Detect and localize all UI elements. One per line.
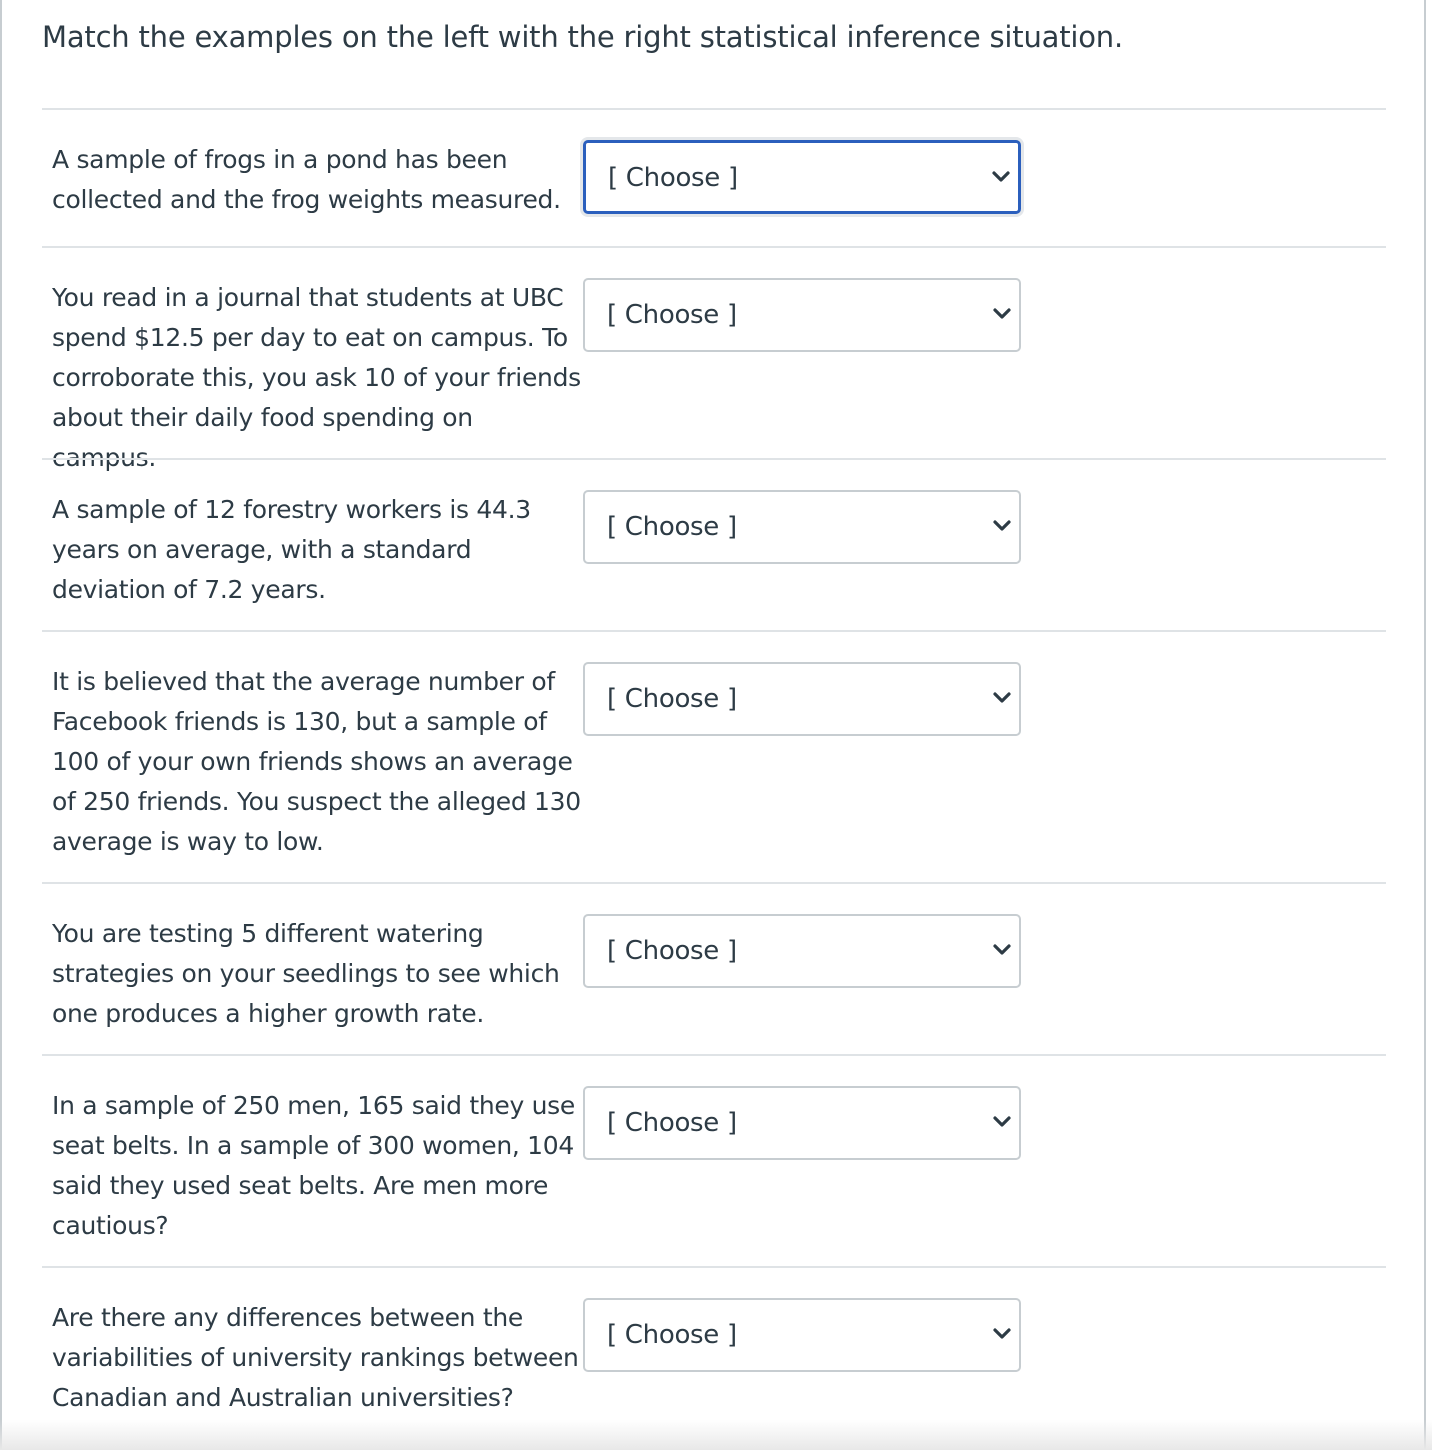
match-prompt: Are there any differences between the variabilities of university rankings between Canadian and Australian universities? bbox=[52, 1303, 579, 1412]
match-prompt: You read in a journal that students at UBC spend $12.5 per day to eat on campus. To corroborate this, you ask 10 of your friends about their daily food spending on campus. bbox=[52, 283, 581, 472]
match-prompt: In a sample of 250 men, 165 said they use seat belts. In a sample of 300 women, 104 said they used seat belts. Are men more cautious? bbox=[52, 1091, 575, 1240]
match-row bbox=[42, 1054, 1386, 1266]
bottom-shadow bbox=[0, 1420, 1432, 1450]
answer-select[interactable] bbox=[583, 278, 1021, 352]
match-row bbox=[42, 882, 1386, 1054]
select-value: [ Choose ] bbox=[607, 936, 737, 966]
select-value: [ Choose ] bbox=[607, 512, 737, 542]
select-value: [ Choose ] bbox=[607, 684, 737, 714]
match-prompt: You are testing 5 different watering strategies on your seedlings to see which one produces a higher growth rate. bbox=[52, 919, 560, 1028]
chevron-down-icon bbox=[991, 1325, 1013, 1343]
chevron-down-icon bbox=[991, 1113, 1013, 1131]
select-value: [ Choose ] bbox=[608, 163, 738, 193]
match-prompt: A sample of 12 forestry workers is 44.3 years on average, with a standard deviation of 7.2 years. bbox=[52, 495, 531, 604]
match-prompt: It is believed that the average number of Facebook friends is 130, but a sample of 100 of your own friends shows an average of 250 friends. You suspect the alleged 130 average is way to low. bbox=[52, 667, 581, 856]
answer-select[interactable] bbox=[583, 140, 1021, 214]
chevron-down-icon bbox=[991, 689, 1013, 707]
answer-select[interactable] bbox=[583, 490, 1021, 564]
answer-select[interactable] bbox=[583, 662, 1021, 736]
match-row bbox=[42, 1266, 1386, 1446]
match-row bbox=[42, 630, 1386, 882]
chevron-down-icon bbox=[991, 517, 1013, 535]
chevron-down-icon bbox=[991, 305, 1013, 323]
answer-select[interactable] bbox=[583, 914, 1021, 988]
select-value: [ Choose ] bbox=[607, 1320, 737, 1350]
answer-select[interactable] bbox=[583, 1086, 1021, 1160]
answer-select[interactable] bbox=[583, 1298, 1021, 1372]
match-prompt: A sample of frogs in a pond has been collected and the frog weights measured. bbox=[52, 145, 561, 214]
match-row bbox=[42, 108, 1386, 246]
match-row bbox=[42, 246, 1386, 472]
chevron-down-icon bbox=[990, 168, 1012, 186]
select-value: [ Choose ] bbox=[607, 300, 737, 330]
match-list bbox=[42, 108, 1386, 1446]
match-row bbox=[42, 458, 1386, 630]
question-instruction: Match the examples on the left with the right statistical inference situation. bbox=[42, 20, 1123, 54]
select-value: [ Choose ] bbox=[607, 1108, 737, 1138]
chevron-down-icon bbox=[991, 941, 1013, 959]
